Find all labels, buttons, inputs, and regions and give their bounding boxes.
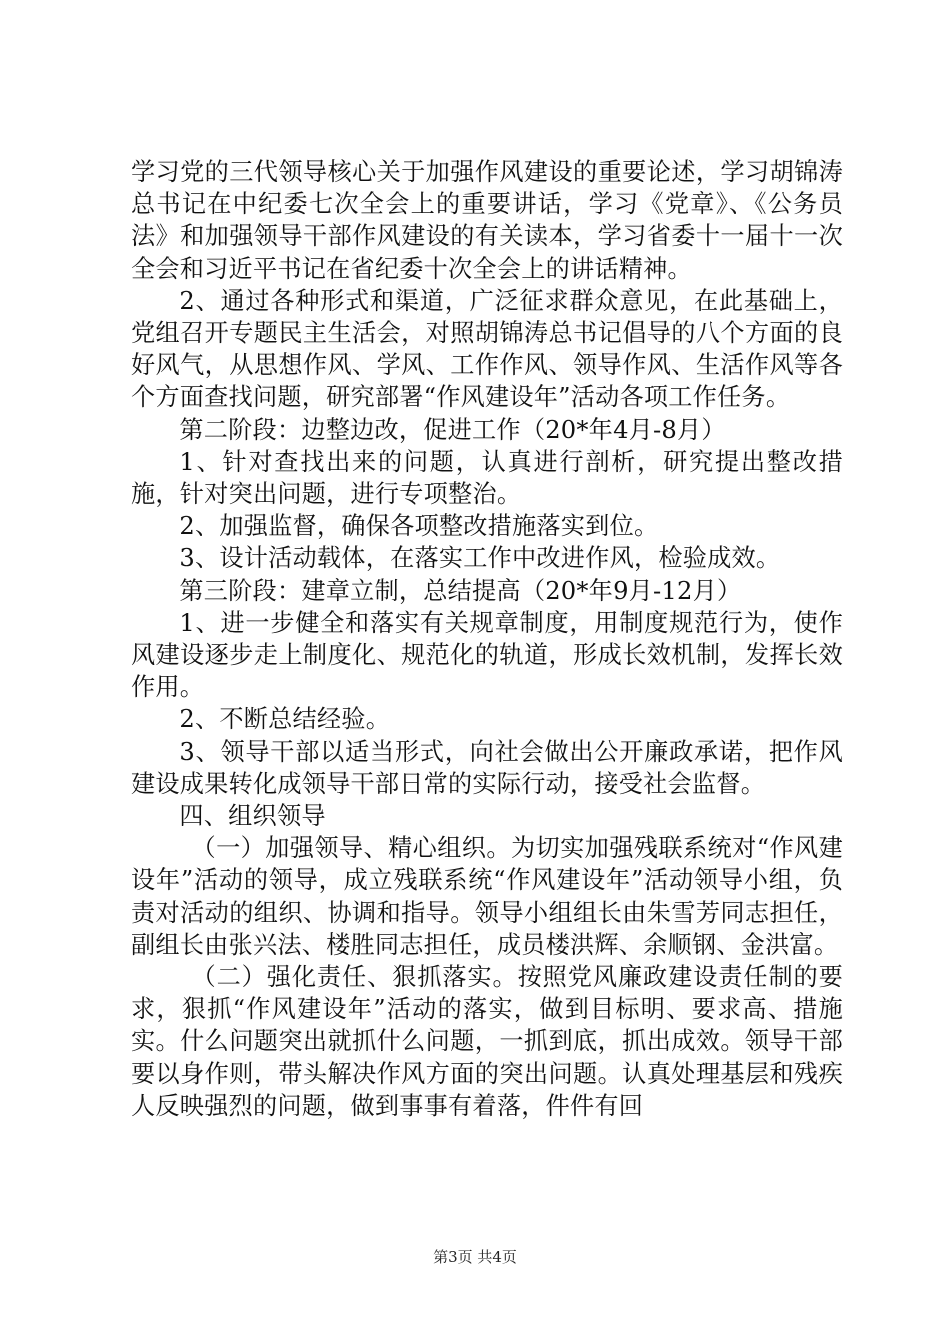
paragraph-stage-three-item-1: 1、进一步健全和落实有关规章制度，用制度规范行为，使作风建设逐步走上制度化、规范化的轨道，形成长效机制，发挥长效作用。 — [131, 608, 843, 702]
paragraph-stage-three-item-3: 3、领导干部以适当形式，向社会做出公开廉政承诺，把作风建设成果转化成领导干部日常的实际行动，接受社会监督。 — [131, 737, 843, 798]
stage-three-heading: 第三阶段：建章立制，总结提高（20*年9月-12月） — [179, 576, 742, 605]
paragraph-study-content: 学习党的三代领导核心关于加强作风建设的重要论述，学习胡锦涛总书记在中纪委七次全会上的重要讲话，学习《党章》、《公务员法》和加强领导干部作风建设的有关读本，学习省委十一届十一次全会和习近平书记在省纪委十次全会上的讲话精神。 — [131, 158, 843, 283]
paragraph-item-2-opinions: 2、通过各种形式和渠道，广泛征求群众意见，在此基础上，党组召开专题民主生活会，对照胡锦涛总书记倡导的八个方面的良好风气，从思想作风、学风、工作作风、领导作风、生活作风等各个方面查找问题，研究部署“作风建设年”活动各项工作任务。 — [131, 286, 843, 412]
paragraph-stage-two-item-1: 1、针对查找出来的问题，认真进行剖析，研究提出整改措施，针对突出问题，进行专项整治。 — [131, 447, 843, 509]
paragraph-stage-three-item-2: 2、不断总结经验。 — [179, 705, 391, 734]
paragraph-stage-two-item-3: 3、设计活动载体，在落实工作中改进作风，检验成效。 — [179, 544, 781, 573]
stage-two-heading: 第二阶段：边整边改，促进工作（20*年4月-8月） — [179, 415, 726, 444]
paragraph-org-item-2: （二）强化责任、狠抓落实。按照党风廉政建设责任制的要求，狠抓“作风建设年”活动的落实，做到目标明、要求高、措施实。什么问题突出就抓什么问题，一抓到底，抓出成效。领导干部要以身作则，带头解决作风方面的突出问题。认真处理基层和残疾人反映强烈的问题，做到事事有着落，件件有回 — [131, 963, 843, 1120]
paragraph-org-item-1: （一）加强领导、精心组织。为切实加强残联系统对“作风建设年”活动的领导，成立残联系统“作风建设年”活动领导小组，负责对活动的组织、协调和指导。领导小组组长由朱雪芳同志担任，副组长由张兴法、楼胜同志担任，成员楼洪辉、余顺钢、金洪富。 — [131, 834, 843, 959]
paragraph-stage-two-item-2: 2、加强监督，确保各项整改措施落实到位。 — [179, 512, 659, 541]
page-footer — [0, 1246, 950, 1267]
document-body — [131, 156, 843, 1122]
section-heading-organization: 四、组织领导 — [179, 802, 326, 831]
page-number-label: 第3页 共4页 — [433, 1248, 517, 1266]
